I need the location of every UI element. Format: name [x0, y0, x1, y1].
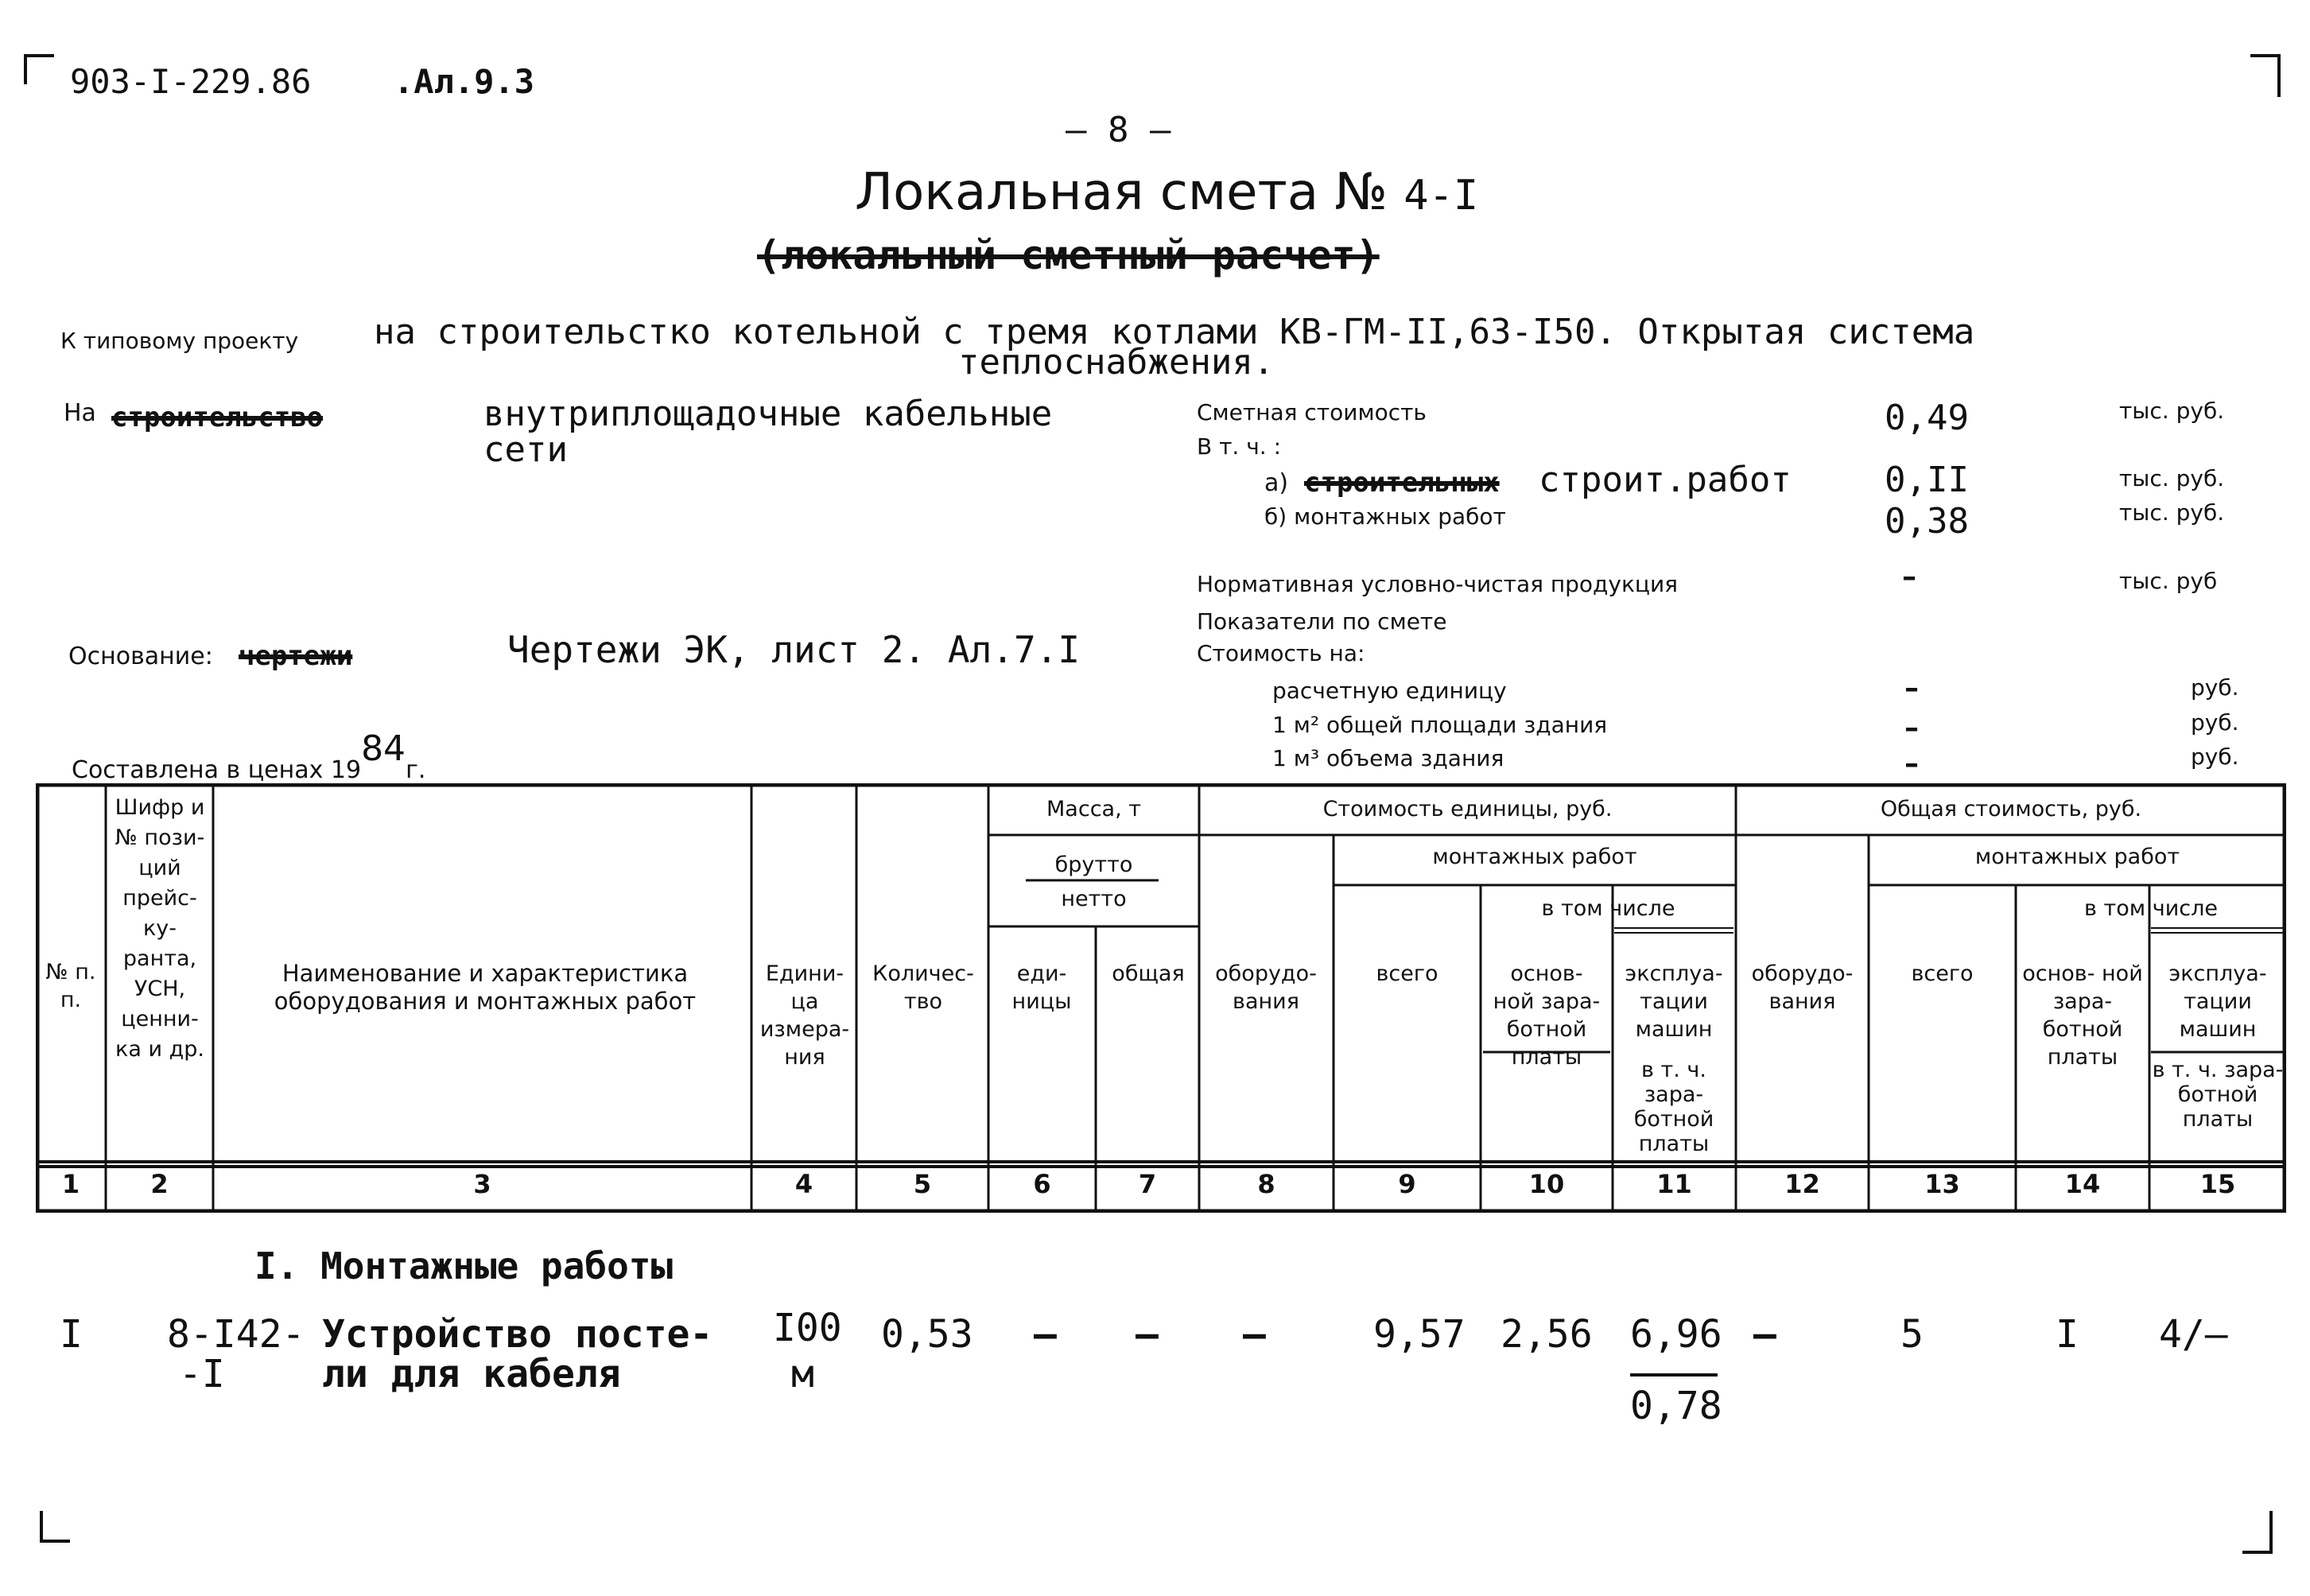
per-unit-label: расчетную единицу — [1272, 678, 1507, 704]
page-title — [855, 163, 1478, 222]
cost-for-label: Стоимость на: — [1197, 640, 1365, 666]
estimate-table-header — [36, 783, 2286, 1213]
per-unit-unit: руб. — [2191, 674, 2239, 701]
header-unit-cost-group: Стоимость единицы, руб. — [1322, 797, 1613, 821]
cost-a-value: 0,II — [1885, 460, 1969, 500]
object-name-line2: сети — [483, 429, 568, 470]
object-label: На — [64, 399, 96, 427]
title-text: Локальная смета № — [855, 163, 1388, 222]
row-mass-total: – — [1136, 1312, 1159, 1357]
row-machines-total: 4/– — [2159, 1312, 2228, 1357]
row-mass-unit: – — [1034, 1312, 1057, 1357]
row-code-line2: -I — [179, 1352, 225, 1396]
row-name-line2: ли для кабеля — [322, 1352, 621, 1396]
estimated-cost-unit: тыс. руб. — [2119, 398, 2225, 424]
row-name-line1: Устройство посте- — [322, 1312, 713, 1357]
header-netto: нетто — [1061, 887, 1127, 911]
per-m2-value: – — [1904, 712, 1919, 744]
project-text-line2: теплоснабжения. — [958, 342, 1275, 382]
cost-a-unit: тыс. руб. — [2119, 465, 2225, 491]
page-number: — 8 — — [1066, 110, 1171, 150]
column-number: 2 — [150, 1169, 169, 1199]
column-number: 1 — [61, 1169, 80, 1199]
corner-mark-top-left — [24, 54, 54, 84]
header-machines-total: эксплуа- тации машин — [2168, 961, 2267, 1042]
row-machines-salary-unit: 0,78 — [1630, 1384, 1722, 1428]
row-total-unit: 9,57 — [1373, 1312, 1466, 1357]
corner-mark-bottom-left — [40, 1511, 70, 1543]
column-number: 8 — [1257, 1169, 1275, 1199]
column-number: 3 — [473, 1169, 491, 1199]
header-mass-per-unit: еди- ницы — [1011, 961, 1072, 1014]
header-incl-total: в том числе — [2084, 896, 2218, 921]
column-number: 13 — [1924, 1169, 1960, 1199]
estimated-cost-value: 0,49 — [1885, 398, 1969, 438]
per-unit-value: – — [1904, 672, 1919, 705]
header-col-quantity: Количес- тво — [872, 961, 974, 1014]
header-mounting-unit: монтажных работ — [1432, 845, 1637, 869]
row-code-line1: 8-I42- — [167, 1312, 305, 1357]
row-salary-total: I — [2056, 1312, 2079, 1357]
struck-subtitle: (локальный сметный расчет) — [757, 232, 1380, 278]
header-col-unit: Едини- ца измера- ния — [759, 961, 850, 1070]
row-machines-unit: 6,96 — [1630, 1312, 1722, 1357]
object-struck: строительство — [111, 402, 324, 433]
header-mass-group: Масса, т — [1046, 797, 1141, 821]
document-code: 903-I-229.86 — [70, 62, 312, 101]
header-equipment-unit: оборудо- вания — [1215, 961, 1317, 1014]
header-total-cost-group: Общая стоимость, руб. — [1880, 797, 2142, 821]
basis-label: Основание: — [68, 643, 213, 670]
header-machines-unit: эксплуа- тации машин — [1625, 961, 1723, 1042]
header-equipment-total: оборудо- вания — [1751, 961, 1854, 1014]
basis-value: Чертежи ЭК, лист 2. Ал.7.I — [507, 628, 1081, 671]
cost-a-label: строит.работ — [1539, 460, 1792, 500]
header-col-name: Наименование и характеристика оборудования и монтажных работ — [274, 960, 697, 1015]
header-salary-unit: основ- ной зара- ботной платы — [1493, 961, 1601, 1070]
header-total-total: всего — [1911, 961, 1974, 986]
section-title: I. Монтажные работы — [254, 1245, 674, 1287]
indicators-label: Показатели по смете — [1197, 608, 1447, 635]
normative-unit: тыс. руб — [2119, 568, 2218, 594]
object-name-line1: внутриплощадочные кабельные — [483, 394, 1053, 434]
header-machines-salary-unit: в т. ч. зара- ботной платы — [1633, 1058, 1714, 1156]
header-salary-total: основ- ной зара- ботной платы — [2022, 961, 2143, 1070]
column-number: 11 — [1656, 1169, 1692, 1199]
cost-b-value: 0,38 — [1885, 501, 1969, 542]
estimated-cost-label: Сметная стоимость — [1197, 399, 1427, 425]
normative-value: – — [1902, 561, 1916, 593]
row-unit-line2: м — [791, 1352, 814, 1396]
column-number: 6 — [1033, 1169, 1051, 1199]
compiled-label — [72, 728, 426, 786]
column-number: 4 — [794, 1169, 813, 1199]
header-machines-salary-total: в т. ч. зара- ботной платы — [2152, 1058, 2284, 1132]
column-number: 15 — [2199, 1169, 2236, 1199]
compiled-year: 84 — [361, 728, 406, 769]
cost-a-struck: строительных — [1304, 467, 1500, 499]
column-number: 9 — [1398, 1169, 1416, 1199]
corner-mark-bottom-right — [2242, 1511, 2273, 1554]
row-total-total: 5 — [1900, 1312, 1924, 1357]
header-mass-total: общая — [1112, 961, 1185, 986]
column-number: 14 — [2064, 1169, 2101, 1199]
column-number: 7 — [1138, 1169, 1157, 1199]
header-brutto: брутто — [1054, 852, 1133, 877]
per-m2-label: 1 м² общей площади здания — [1272, 712, 1608, 738]
row-salary-unit: 2,56 — [1501, 1312, 1593, 1357]
column-number: 5 — [913, 1169, 932, 1199]
header-incl-unit: в том числе — [1541, 896, 1675, 921]
header-total-unit: всего — [1376, 961, 1438, 986]
column-number: 10 — [1528, 1169, 1565, 1199]
estimate-number: 4-I — [1403, 172, 1479, 219]
cost-a-prefix: а) — [1264, 469, 1289, 497]
normative-label: Нормативная условно-чистая продукция — [1197, 571, 1678, 597]
column-number: 12 — [1784, 1169, 1820, 1199]
album-reference: .Ал.9.3 — [394, 62, 535, 101]
project-label: К типовому проекту — [60, 328, 299, 354]
row-equipment-total: – — [1753, 1312, 1776, 1357]
header-col-code: Шифр и № пози- ций прейс- ку- ранта, УСН, ценни- ка и др. — [115, 795, 205, 1062]
basis-struck: чертежи — [239, 640, 353, 672]
row-machines-divider — [1630, 1373, 1718, 1377]
row-quantity: 0,53 — [881, 1312, 973, 1357]
compiled-label-text: Составлена в ценах 19 — [72, 756, 362, 784]
header-col-number: № п. п. — [45, 960, 96, 1012]
per-m2-unit: руб. — [2191, 709, 2239, 736]
per-m3-value: – — [1904, 748, 1919, 780]
cost-b-unit: тыс. руб. — [2119, 499, 2225, 526]
corner-mark-top-right — [2250, 54, 2281, 97]
including-label: В т. ч. : — [1197, 433, 1281, 460]
compiled-suffix: г. — [406, 756, 426, 784]
row-number: I — [60, 1312, 83, 1357]
per-m3-unit: руб. — [2191, 744, 2239, 770]
header-mounting-total: монтажных работ — [1974, 845, 2180, 869]
cost-b-label: б) монтажных работ — [1264, 503, 1506, 530]
row-unit-line1: I00 — [773, 1306, 842, 1350]
per-m3-label: 1 м³ объема здания — [1272, 745, 1504, 771]
project-text-line1: на строительстко котельной с тремя котлами КВ-ГМ-II,63-I50. Открытая система — [374, 312, 1975, 352]
row-equipment-unit: – — [1243, 1312, 1266, 1357]
